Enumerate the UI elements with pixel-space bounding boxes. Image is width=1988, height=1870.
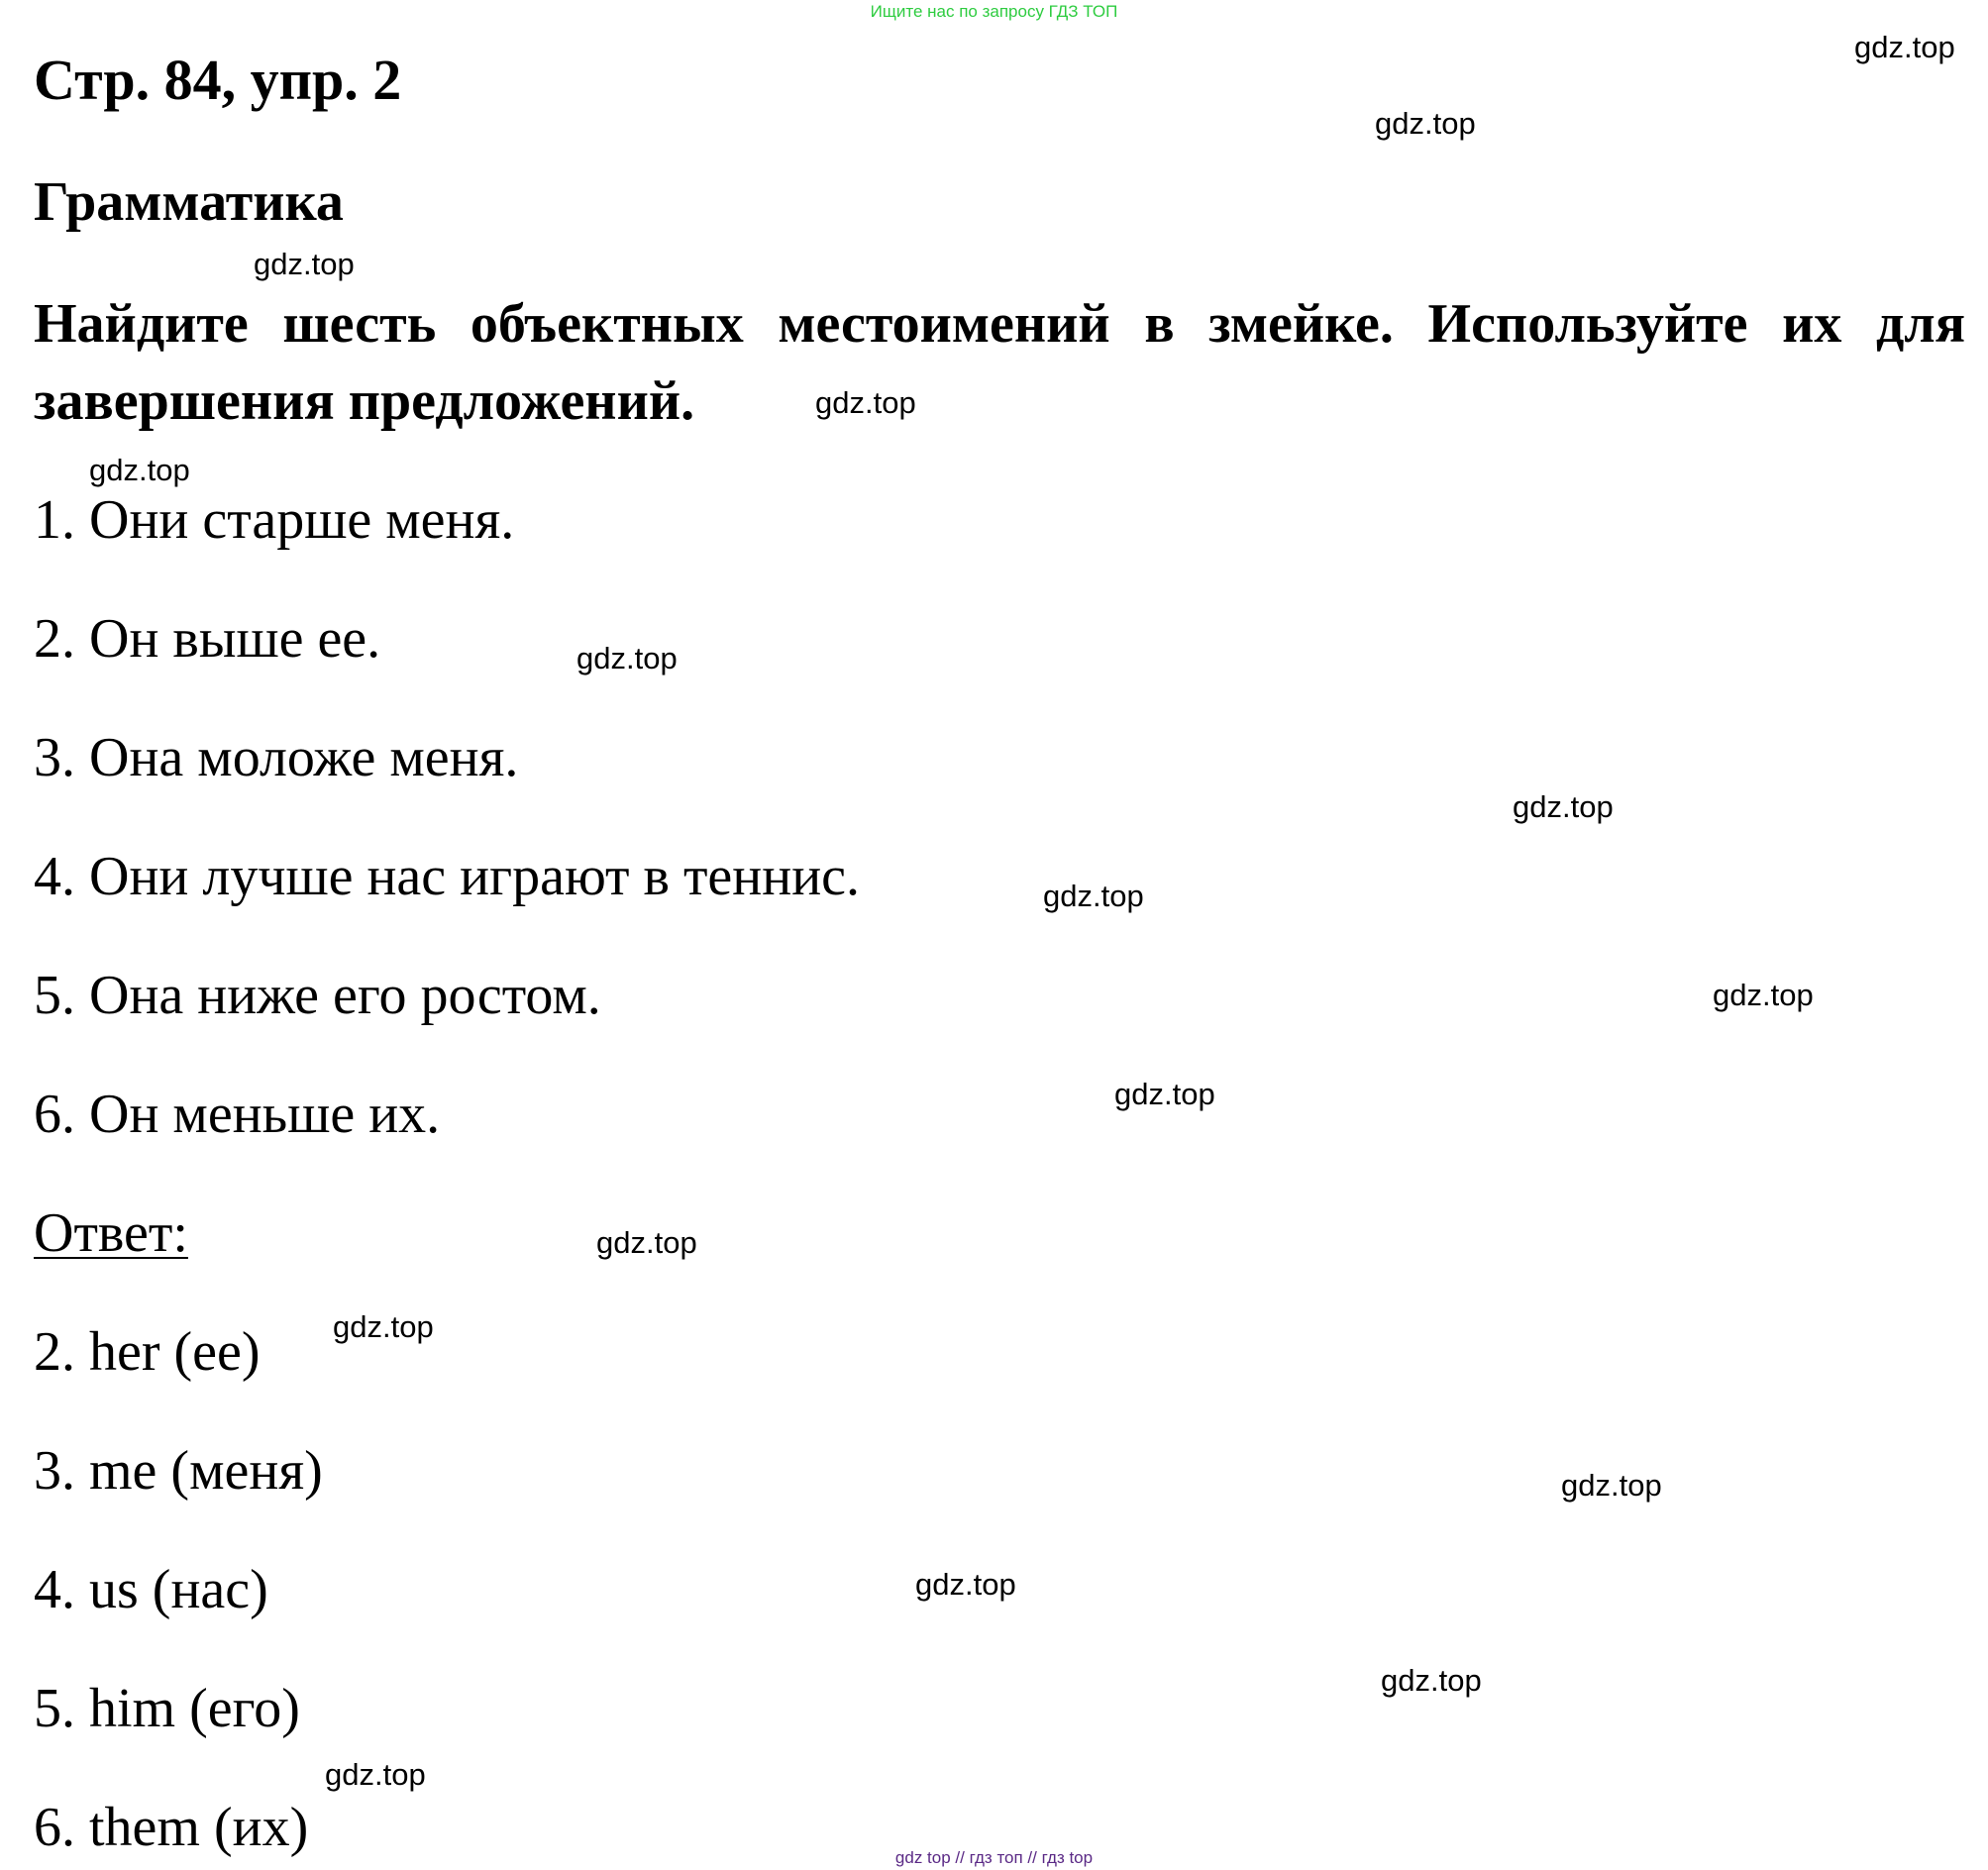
answer-3: 3. me (меня)	[34, 1440, 323, 1502]
watermark: gdz.top	[596, 1225, 697, 1260]
top-banner: Ищите нас по запросу ГДЗ ТОП	[870, 2, 1118, 21]
answer-5: 5. him (его)	[34, 1678, 300, 1739]
sentence-1: 1. Они старше меня.	[34, 489, 515, 551]
answer-2: 2. her (ее)	[34, 1321, 261, 1383]
sentence-4: 4. Они лучше нас играют в теннис.	[34, 846, 861, 907]
watermark: gdz.top	[915, 1567, 1016, 1602]
footer-links: gdz top // гдз топ // гдз top	[894, 1848, 1094, 1867]
watermark: gdz.top	[1114, 1077, 1215, 1111]
watermark: gdz.top	[1381, 1663, 1482, 1698]
section-heading: Грамматика	[34, 171, 344, 233]
watermark: gdz.top	[325, 1757, 426, 1792]
watermark: gdz.top	[1561, 1468, 1662, 1503]
sentence-2: 2. Он выше ее.	[34, 608, 381, 670]
answer-4: 4. us (нас)	[34, 1559, 268, 1620]
page-title: Стр. 84, упр. 2	[34, 48, 402, 112]
sentence-6: 6. Он меньше их.	[34, 1084, 441, 1145]
sentence-5: 5. Она ниже его ростом.	[34, 965, 601, 1026]
watermark: gdz.top	[1375, 106, 1476, 141]
watermark: gdz.top	[254, 247, 355, 281]
task-instruction: Найдите шесть объектных местоимений в змейке. Используйте их для завершения предложений.	[34, 293, 1965, 432]
answer-6: 6. them (их)	[34, 1797, 309, 1858]
sentence-3: 3. Она моложе меня.	[34, 727, 519, 788]
watermark: gdz.top	[1043, 879, 1144, 913]
answer-label: Ответ:	[34, 1202, 188, 1264]
watermark: gdz.top	[89, 453, 190, 487]
watermark: gdz.top	[333, 1309, 434, 1344]
watermark: gdz.top	[815, 385, 916, 420]
watermark: gdz.top	[1854, 30, 1955, 64]
watermark: gdz.top	[1513, 789, 1614, 824]
watermark: gdz.top	[576, 641, 678, 675]
watermark: gdz.top	[1713, 978, 1814, 1012]
